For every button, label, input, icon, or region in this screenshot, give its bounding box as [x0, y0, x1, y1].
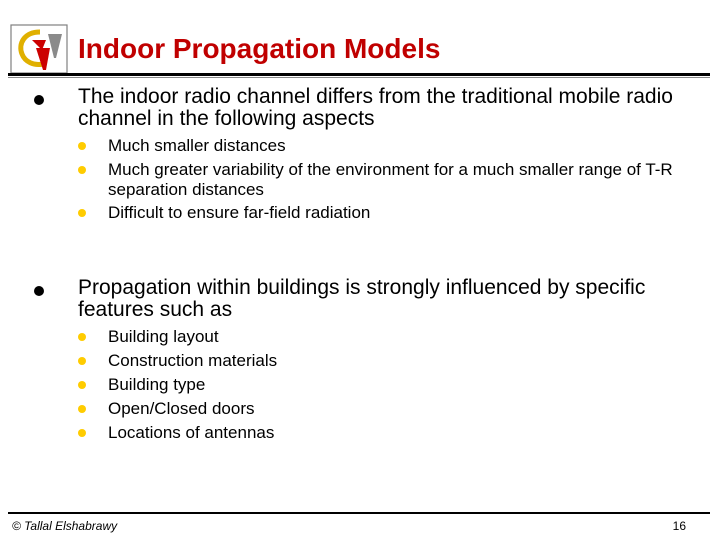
footer-author: © Tallal Elshabrawy — [12, 519, 118, 533]
sub-bullet-item — [78, 375, 678, 395]
university-logo — [10, 24, 68, 74]
sub-bullet-text: Much greater variability of the environment for a much smaller range of T-R separation distances — [108, 160, 673, 199]
sub-bullet-dot-icon — [78, 381, 86, 389]
bullet-item — [34, 86, 704, 130]
title-divider-shadow — [8, 77, 710, 78]
bullet-dot-icon — [34, 286, 44, 296]
sub-bullet-dot-icon — [78, 142, 86, 150]
sub-bullet-dot-icon — [78, 357, 86, 365]
sub-bullet-item — [78, 136, 678, 156]
sub-bullet-dot-icon — [78, 333, 86, 341]
sub-bullet-text: Construction materials — [108, 351, 278, 370]
sub-bullet-item — [78, 327, 678, 347]
sub-bullet-item — [78, 399, 678, 419]
sub-bullet-text: Much smaller distances — [108, 136, 286, 155]
page-number: 16 — [672, 519, 686, 533]
sub-bullet-text: Difficult to ensure far-field radiation — [108, 203, 371, 222]
bullet-dot-icon — [34, 95, 44, 105]
sub-bullet-item — [78, 160, 678, 200]
sub-bullet-text: Building layout — [108, 327, 219, 346]
bullet-text: The indoor radio channel differs from the traditional mobile radio channel in the following aspects — [78, 85, 673, 130]
title-divider — [8, 73, 710, 76]
sub-bullet-item — [78, 351, 678, 371]
sub-bullet-dot-icon — [78, 405, 86, 413]
footer-divider — [8, 512, 710, 514]
bullet-text: Propagation within buildings is strongly influenced by specific features such as — [78, 276, 646, 321]
bullet-item — [34, 277, 704, 321]
sub-bullet-dot-icon — [78, 209, 86, 217]
sub-bullet-item — [78, 423, 678, 443]
sub-bullet-dot-icon — [78, 166, 86, 174]
sub-bullet-dot-icon — [78, 429, 86, 437]
sub-bullet-item — [78, 203, 678, 223]
sub-bullet-text: Locations of antennas — [108, 423, 275, 442]
sub-bullet-text: Building type — [108, 375, 206, 394]
slide-title: Indoor Propagation Models — [78, 33, 441, 64]
sub-bullet-text: Open/Closed doors — [108, 399, 255, 418]
